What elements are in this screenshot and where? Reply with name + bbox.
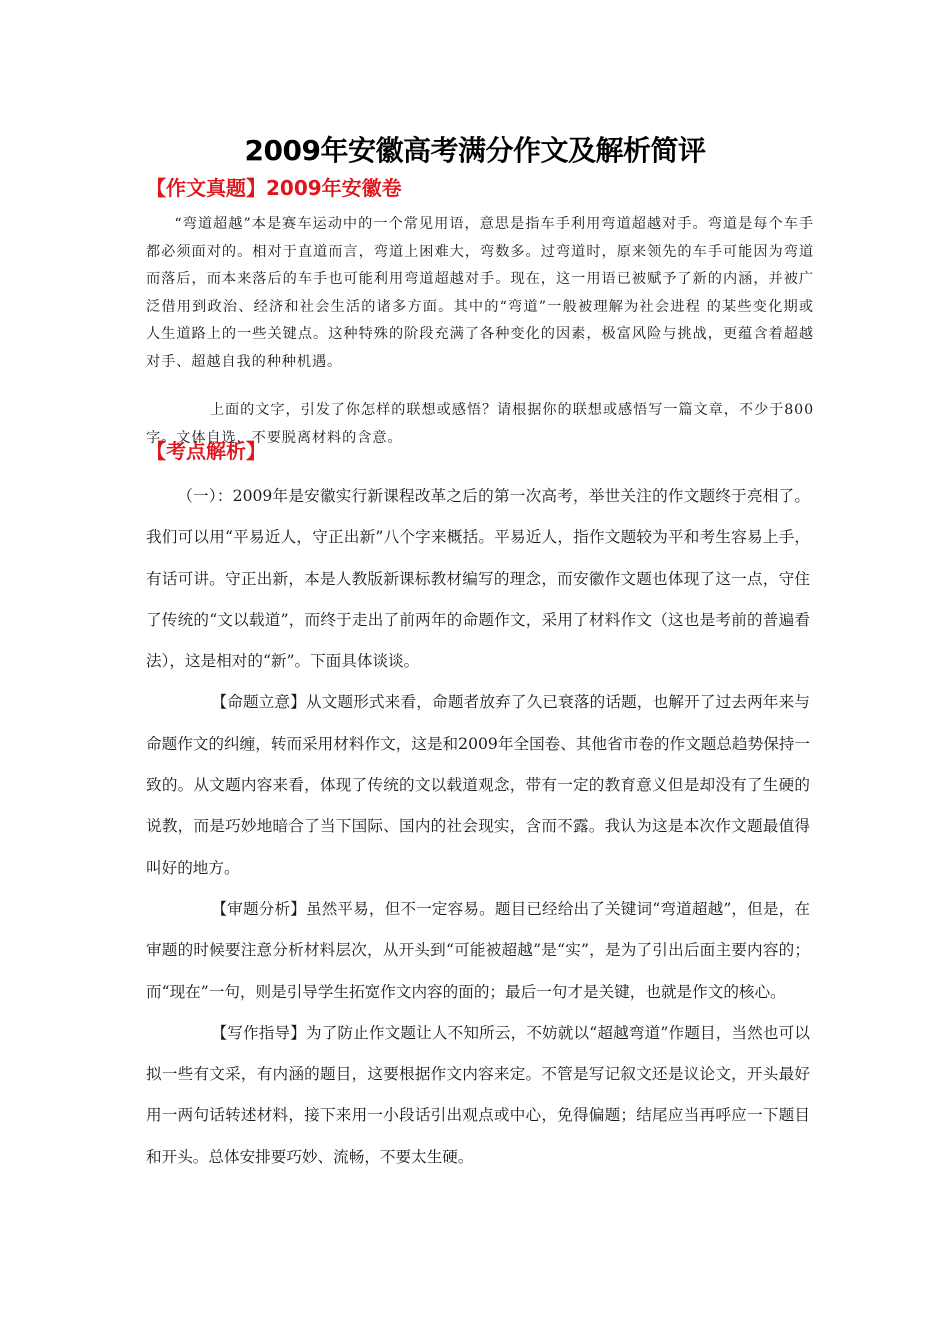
- prompt-paragraph-1: “弯道超越”本是赛车运动中的一个常见用语，意思是指车手利用弯道超越对手。弯道是每个车手都必须面对的。相对于直道而言，弯道上困难大，弯数多。过弯道时，原来领先的车手可能因为弯道而落后，而本来落后的车手也可能利用弯道超越对手。现在，这一用语已被赋予了新的内涵，并被广泛借用到政治、经济和社会生活的诸多方面。其中的“弯道”一般被理解为社会进程 的某些变化期或人生道路上的一些关键点。这种特殊的阶段充满了各种变化的因素，极富风险与挑战，更蕴含着超越对手、超越自我的种种机遇。: [146, 216, 814, 370]
- page-title: 2009年安徽高考满分作文及解析简评: [244, 134, 706, 167]
- exam-prompt-heading: 【作文真题】2009年安徽卷: [146, 176, 402, 200]
- analysis-paragraph-intent: 【命题立意】从文题形式来看，命题者放弃了久已衰落的话题，也解开了过去两年来与命题作文的纠缠，转而采用材料作文，这是和2009年全国卷、其他省市卷的作文题总趋势保持一致的。从文题内容来看，体现了传统的文以载道观念，带有一定的教育意义但是却没有了生硬的说教，而是巧妙地暗合了当下国际、国内的社会现实，含而不露。我认为这是本次作文题最值得叫好的地方。: [146, 693, 810, 877]
- analysis-heading: 【考点解析】: [146, 439, 266, 463]
- exam-prompt-text: [146, 211, 814, 452]
- analysis-paragraph-review: 【审题分析】虽然平易，但不一定容易。题目已经给出了关键词“弯道超越”，但是，在审题的时候要注意分析材料层次，从开头到“可能被超越”是“实”，是为了引出后面主要内容的；而“现在”一句，则是引导学生拓宽作文内容的面的；最后一句才是关键，也就是作文的核心。: [146, 899, 810, 1001]
- analysis-paragraph-overview: （一）：2009年是安徽实行新课程改革之后的第一次高考，举世关注的作文题终于亮相了。我们可以用“平易近人，守正出新”八个字来概括。平易近人，指作文题较为平和考生容易上手，有话可讲。守正出新，本是人教版新课标教材编写的理念，而安徽作文题也体现了这一点，守住了传统的“文以载道”，而终于走出了前两年的命题作文，采用了材料作文（这也是考前的普遍看法），这是相对的“新”。下面具体谈谈。: [146, 487, 810, 671]
- analysis-body: [146, 476, 810, 1178]
- analysis-paragraph-guide: 【写作指导】为了防止作文题让人不知所云，不妨就以“超越弯道”作题目，当然也可以拟一些有文采，有内涵的题目，这要根据作文内容来定。不管是写记叙文还是议论文，开头最好用一两句话转述材料，接下来用一小段话引出观点或中心，免得偏题；结尾应当再呼应一下题目和开头。总体安排要巧妙、流畅，不要太生硬。: [146, 1023, 810, 1166]
- prompt-paragraph-2: 上面的文字，引发了你怎样的联想或感悟？请根据你的联想或感悟写一篇文章，不少于800字。文体自选，不要脱离材料的含意。: [146, 402, 814, 446]
